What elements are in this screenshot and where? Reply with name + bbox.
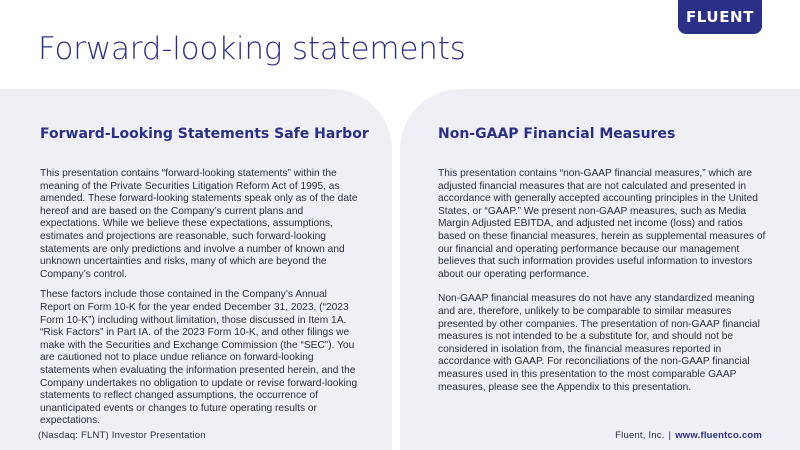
footer-company-name: Fluent, Inc. bbox=[615, 430, 665, 441]
footer-presentation-label: (Nasdaq: FLNT) Investor Presentation bbox=[38, 430, 206, 441]
footer-company-info bbox=[615, 430, 762, 441]
forward-looking-body bbox=[40, 168, 360, 428]
non-gaap-body bbox=[438, 168, 770, 394]
page-title: Forward-looking statements bbox=[38, 31, 466, 67]
footer-website-link[interactable]: www.fluentco.com bbox=[675, 430, 762, 441]
non-gaap-paragraph-1: This presentation contains “non-GAAP financial measures,” which are adjusted financial measures that are not calculated and presented in accordance with generally accepted accounting principles in the United States, or “GAAP.” We present non-GAAP measures, such as Media Margin Adjusted EBITDA, and adjusted net income (loss) and ratios based on these financial measures, herein as supplemental measures of our financial and operating performance because our management believes that such information provides useful information to investors about our operating performance. bbox=[438, 168, 766, 280]
fluent-logo: FLUENT bbox=[678, 0, 762, 34]
non-gaap-heading: Non-GAAP Financial Measures bbox=[438, 126, 676, 142]
non-gaap-paragraph-2: Non-GAAP financial measures do not have any standardized meaning and are, therefore, unlikely to be comparable to similar measures presented by other companies. The presentation of non-GAAP financial measures is not intended to be a substitute for, and should not be considered in isolation from, the financial measures reported in accordance with GAAP. For reconciliations of the non-GAAP financial measures used in this presentation to the most comparable GAAP measures, please see the Appendix to this presentation. bbox=[438, 293, 760, 393]
non-gaap-panel bbox=[400, 89, 800, 450]
forward-looking-heading: Forward-Looking Statements Safe Harbor bbox=[40, 126, 369, 142]
forward-looking-paragraph-2: These factors include those contained in the Company’s Annual Report on Form 10-K for the year ended December 31, 2023, (“2023 Form 10-K”) including without limitation, those discussed in Item 1A. “Risk Factors” in Part IA. of the 2023 Form 10-K, and other filings we make with the Securities and Exchange Commission (the “SEC”). You are cautioned not to place undue reliance on forward-looking statements when evaluating the information presented herein, and the Company undertakes no obligation to update or revise forward-looking statements to reflect changed assumptions, the occurrence of unanticipated events or changes to future operating results or expectations. bbox=[40, 289, 358, 427]
forward-looking-panel bbox=[0, 89, 392, 450]
footer-separator: | bbox=[668, 430, 672, 441]
forward-looking-paragraph-1: This presentation contains “forward-looking statements” within the meaning of the Private Securities Litigation Reform Act of 1995, as amended. These forward-looking statements speak only as of the date hereof and are based on the Company’s current plans and expectations. While we believe these expectations, assumptions, estimates and projections are reasonable, such forward-looking statements are only predictions and involve a number of known and unknown uncertainties and risks, many of which are beyond the Company’s control. bbox=[40, 168, 358, 280]
